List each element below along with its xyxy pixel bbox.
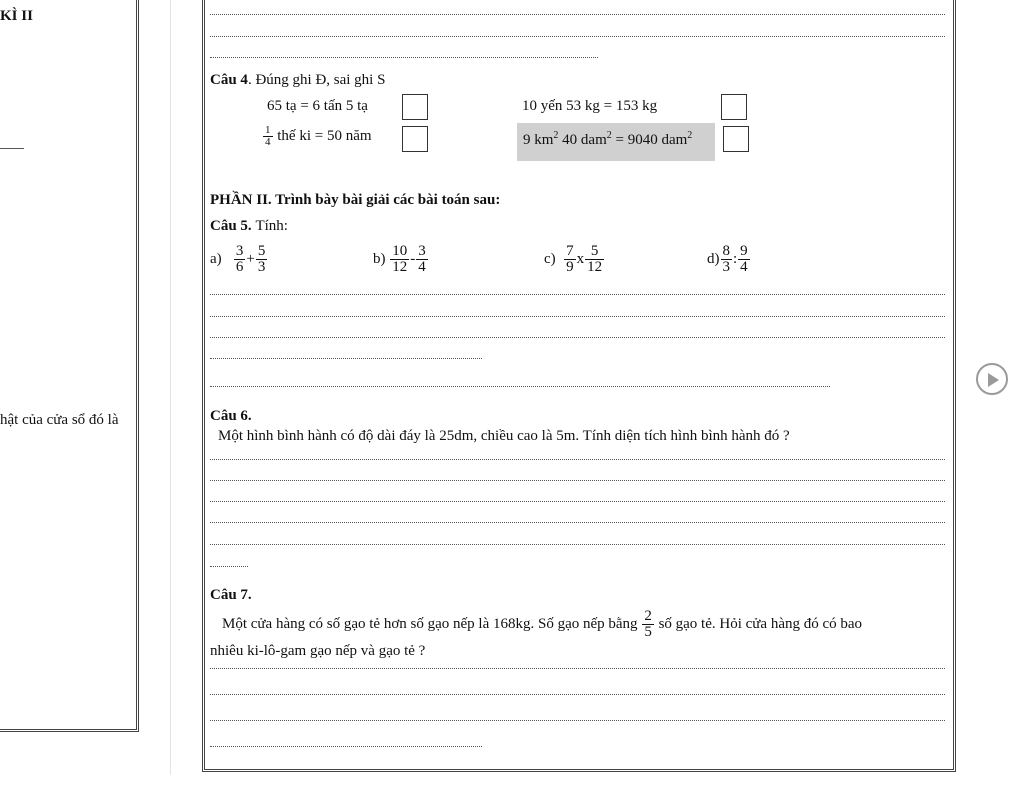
answer-line — [210, 522, 945, 523]
answer-line — [210, 720, 945, 721]
question-5-label: Câu 5. — [210, 218, 252, 234]
fraction-denominator: 4 — [740, 259, 748, 276]
answer-line — [210, 316, 945, 317]
part-2-title: PHẦN II. Trình bày bài giải các bài toán sau: — [210, 192, 501, 208]
fraction-numerator: 2 — [644, 608, 652, 624]
q4-item-1-answer-box[interactable] — [402, 94, 428, 120]
superscript: 2 — [687, 130, 693, 141]
q4-item-4-answer-box[interactable] — [723, 126, 749, 152]
operator: x — [576, 251, 585, 268]
q5-b-label: b) — [373, 251, 386, 268]
fraction — [738, 244, 750, 276]
superscript: 2 — [606, 130, 612, 141]
fraction-denominator: 12 — [392, 259, 408, 276]
fraction-denominator: 6 — [235, 259, 244, 276]
question-7-label: Câu 7. — [210, 587, 252, 603]
q5-d-label: d) — [707, 251, 720, 268]
fraction-numerator: 8 — [722, 243, 730, 259]
answer-line — [210, 501, 945, 502]
q4-item-3-fraction — [263, 125, 273, 148]
answer-line — [210, 57, 598, 58]
answer-line — [210, 337, 945, 338]
fraction — [416, 244, 428, 276]
answer-line — [210, 694, 945, 695]
fraction — [390, 244, 409, 276]
answer-line — [210, 358, 482, 359]
question-4-label: Câu 4 — [210, 72, 248, 88]
q4-item-2-answer-box[interactable] — [721, 94, 747, 120]
q4-item-4 — [523, 132, 692, 149]
q5-expression-b — [373, 244, 429, 276]
question-7-text-part: số gạo tẻ. Hỏi cửa hàng đó có bao — [654, 616, 863, 633]
previous-page-rule — [0, 148, 24, 149]
fraction — [585, 244, 604, 276]
fraction-denominator: 4 — [265, 136, 271, 149]
answer-line — [210, 386, 830, 387]
play-icon — [986, 372, 1000, 388]
answer-line — [210, 544, 945, 545]
question-6-label: Câu 6. — [210, 408, 252, 424]
question-5-prompt: Tính: — [255, 218, 288, 234]
question-7-text-part: Một cửa hàng có số gạo tẻ hơn số gạo nếp là 168kg. Số gạo nếp bằng — [222, 616, 642, 633]
operator: - — [410, 251, 416, 268]
page-gutter-line — [170, 0, 171, 775]
play-circle-icon[interactable] — [976, 363, 1008, 395]
question-7-text-line-2: nhiêu ki-lô-gam gạo nếp và gạo tẻ ? — [210, 643, 426, 659]
question-7-text-line-1 — [222, 609, 862, 641]
fraction-denominator: 3 — [257, 259, 266, 276]
q5-expression-d — [707, 244, 751, 276]
q4-item-4-part: = 9040 dam — [611, 132, 688, 148]
fraction-denominator: 4 — [418, 259, 426, 276]
q5-expression-a — [210, 244, 268, 276]
q5-expression-c — [544, 244, 605, 276]
fraction-numerator: 3 — [235, 243, 244, 259]
previous-page-header: KÌ II — [0, 8, 33, 24]
fraction — [234, 244, 246, 276]
answer-line — [210, 668, 945, 669]
fraction-denominator: 9 — [566, 259, 574, 276]
q4-item-3 — [262, 125, 372, 148]
answer-line — [210, 36, 945, 37]
previous-page-text: hật của cửa sổ đó là — [0, 412, 119, 428]
q5-c-label: c) — [544, 251, 556, 268]
fraction-denominator: 3 — [722, 259, 730, 276]
q4-item-2: 10 yến 53 kg = 153 kg — [522, 98, 658, 114]
fraction-numerator: 7 — [566, 243, 574, 259]
q4-item-3-answer-box[interactable] — [402, 126, 428, 152]
answer-line — [210, 294, 945, 295]
superscript: 2 — [553, 130, 559, 141]
answer-line — [210, 746, 482, 747]
q4-item-1: 65 tạ = 6 tấn 5 tạ — [267, 98, 368, 114]
q5-a-label: a) — [210, 251, 222, 268]
previous-page-frame — [0, 0, 139, 732]
operator: + — [246, 251, 255, 268]
question-6-text: Một hình bình hành có độ dài đáy là 25dm, chiều cao là 5m. Tính diện tích hình bình hành đó ? — [218, 428, 790, 444]
answer-line — [210, 480, 945, 481]
q4-item-4-part: 40 dam — [558, 132, 607, 148]
operator: : — [733, 251, 738, 268]
question-4-heading — [210, 72, 385, 89]
fraction-numerator: 10 — [392, 243, 408, 259]
fraction-denominator: 12 — [587, 259, 603, 276]
q4-item-3-text: thế ki = 50 năm — [277, 128, 372, 145]
fraction-denominator: 5 — [644, 624, 652, 641]
answer-line — [210, 566, 248, 567]
q4-item-4-part: 9 km — [523, 132, 554, 148]
question-5-heading — [210, 218, 288, 235]
fraction-numerator: 9 — [740, 243, 748, 259]
question-4-instruction: . Đúng ghi Đ, sai ghi S — [247, 72, 386, 88]
answer-line — [210, 459, 945, 460]
fraction — [256, 244, 268, 276]
fraction — [721, 244, 733, 276]
fraction-numerator: 5 — [585, 244, 604, 260]
fraction-numerator: 5 — [257, 243, 266, 259]
fraction-numerator: 1 — [265, 124, 271, 136]
fraction — [642, 609, 654, 641]
answer-line — [210, 14, 945, 15]
fraction-numerator: 3 — [418, 243, 426, 259]
fraction — [564, 244, 576, 276]
